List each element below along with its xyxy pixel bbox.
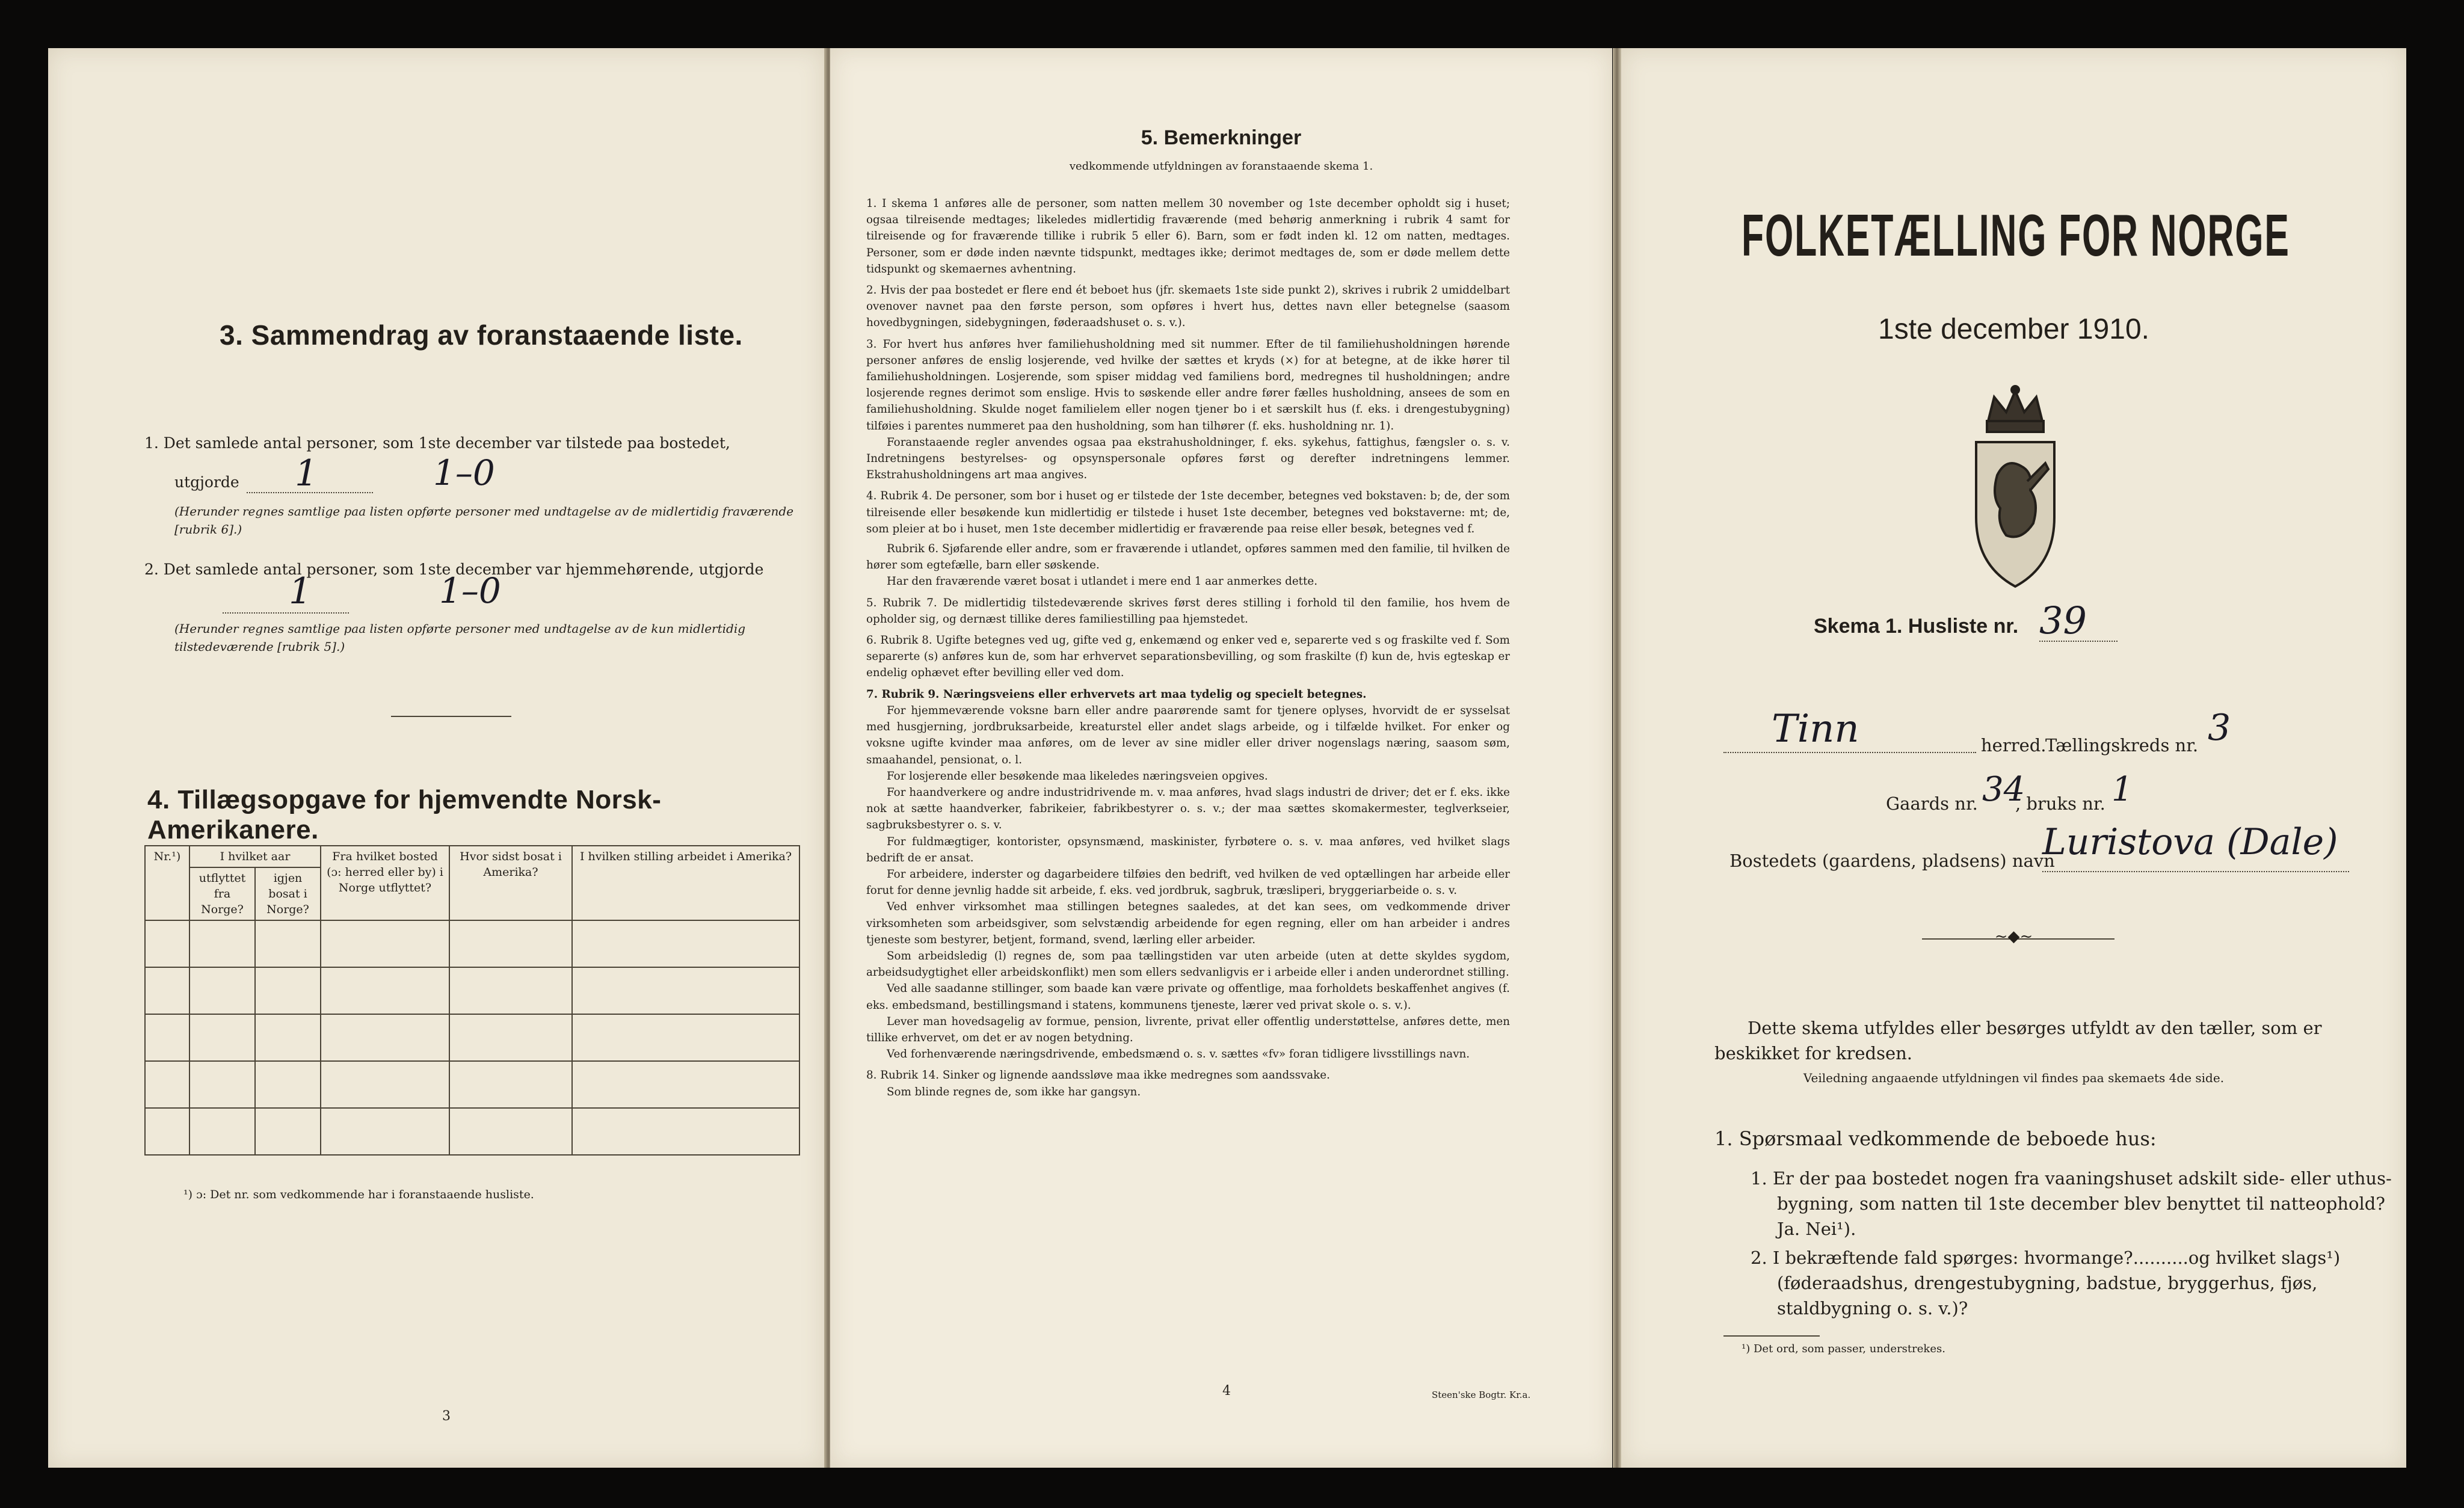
- remark-4c: Har den fraværende været bosat i utlandet i mere end 1 aar anmerkes dette.: [887, 575, 1318, 588]
- page-4: [830, 48, 1612, 1468]
- remark-7k: Ved forhenværende næringsdrivende, embedsmænd o. s. v. sættes «fv» foran tidligere livsstillings navn.: [887, 1048, 1470, 1061]
- remark-7i: Ved alle saadanne stillinger, som baade kan være private og offentlige, maa forholdets beskaffenhet angives (f. eks. embedsmand, bestillingsmand i statens, kommunens tjeneste, lærer ved privat skole o. s. v.).: [866, 982, 1510, 1012]
- remark-7h: Som arbeidsledig (l) regnes de, som paa tællingstiden var uten arbeide (uten at dette skyldes sygdom, arbeidsudygtighet eller arbeidskonflikt) men som ellers sedvanligvis er i arbeide eller i anden underordnet stilling.: [866, 949, 1510, 979]
- bruks-handwritten: 1: [2111, 770, 2133, 809]
- remark-8: 8. Rubrik 14. Sinker og lignende aandssløve maa ikke medregnes som aandssvake.: [866, 1069, 1330, 1082]
- remark-7e: For fuldmægtiger, kontorister, opsynsmænd, maskinister, fyrbøtere o. s. v. maa anføres, ved hvilket slags bedrift de er ansat.: [866, 835, 1510, 864]
- remark-7j: Lever man hovedsagelig av formue, pension, livrente, privat eller offentlig understøttelse, anføres dette, men tillike erhvervet, om det er av nogen betydning.: [866, 1015, 1510, 1044]
- printer-mark: Steen'ske Bogtr. Kr.a.: [1432, 1390, 1531, 1400]
- census-title: FOLKETÆLLING FOR NORGE: [1742, 202, 2290, 268]
- remark-7b: For hjemmeværende voksne barn eller andre paarørende samt for tjenere oplyses, hvorvidt de er sysselsat med husgjerning, jordbruksarbeide, kreaturstel eller andet slags arbeide, og i tilfælde hvilket. For enker og voksne ugifte kvinder maa anføres, om de lever av sine midler eller driver nogenslags næring, saasom søm, smaahandel, pensionat, o. l.: [866, 704, 1510, 766]
- remark-5: 5. Rubrik 7. De midlertidig tilstedeværende skrives først deres stilling i forhold til den familie, hos hvem de opholder sig, og dernæst tillike deres familiestilling paa hjemstedet.: [866, 596, 1510, 626]
- instruction-note: Veiledning angaaende utfyldningen vil findes paa skemaets 4de side.: [1803, 1071, 2225, 1085]
- remark-3: 3. For hvert hus anføres hver familiehusholdning med sit nummer. Efter de til familiehusholdningen hørende personer anføres de enslig losjerende, ved hvilke der sættes et kryds (×) for at betegne, at de ikke hører til familiehusholdningen. Losjerende, som spiser middag ved familiens bord, medregnes til husholdningen; andre losjerende regnes derimot som enslige. Hvis to søskende eller andre fører fælles husholdning, ansees de som en familiehusholdning. Skulde noget familielem eller nogen tjener bo i et særskilt hus (f. eks. i drengestubygning) tilføies i parentes nummeret paa den husholdning, som han tilhører (f. eks. husholdning nr. 1).: [866, 337, 1510, 432]
- section-3-title: 3. Sammendrag av foranstaaende liste.: [220, 319, 743, 351]
- gaards-label: Gaards nr.: [1886, 793, 1978, 814]
- divider: [391, 716, 511, 717]
- table-footnote: ¹) ɔ: Det nr. som vedkommende har i foranstaaende husliste.: [183, 1188, 534, 1201]
- footnote: ¹) Det ord, som passer, understrekes.: [1742, 1343, 1945, 1355]
- husliste-number-handwritten: 39: [2039, 599, 2087, 642]
- footnote-rule: [1723, 1335, 1820, 1337]
- questions-heading: 1. Spørsmaal vedkommende de beboede hus:: [1714, 1127, 2157, 1150]
- remarks-body: [866, 195, 1510, 1100]
- husliste-dotline: [2039, 641, 2118, 642]
- table-row: [145, 1014, 799, 1061]
- item-1-note: (Herunder regnes samtlige paa listen opførte personer med undtagelse av de midlertidig fraværende [rubrik 6].): [174, 504, 794, 537]
- table-row: [145, 920, 799, 967]
- page-3: [48, 48, 824, 1468]
- kreds-handwritten: 3: [2208, 707, 2231, 749]
- col-last-residence: Hvor sidst bosat i Amerika?: [449, 846, 572, 920]
- remark-2: 2. Hvis der paa bostedet er flere end ét beboet hus (jfr. skemaets 1ste side punkt 2), skrives i rubrik 2 umiddelbart ovenover navnet paa den første person, som opføres i hvert hus, dettes navn eller betegnelse (saasom hovedbygningen, sidebygningen, føderaadshuset o. s. v.).: [866, 284, 1510, 330]
- remark-7c: For losjerende eller besøkende maa likeledes næringsveien opgives.: [887, 769, 1268, 783]
- bemerkninger-title: 5. Bemerkninger: [1141, 126, 1302, 149]
- norsk-amerikanere-table: [144, 845, 800, 1156]
- herred-dotline: [1723, 752, 1976, 753]
- schema-label: Skema 1. Husliste nr.: [1814, 615, 2019, 638]
- kreds-label: Tællingskreds nr.: [2045, 735, 2199, 756]
- table-row: [145, 967, 799, 1014]
- instruction-text: Dette skema utfyldes eller besørges utfyldt av den tæller, som er beskikket for kredsen.: [1714, 1018, 2322, 1063]
- gaards-handwritten: 34: [1982, 770, 2025, 809]
- col-from-where: Fra hvilket bosted (ɔ: herred eller by) i Norge utflyttet?: [321, 846, 449, 920]
- census-date: 1ste december 1910.: [1878, 313, 2149, 345]
- col-nr: Nr.¹): [145, 846, 189, 920]
- remark-7g: Ved enhver virksomhet maa stillingen betegnes saaledes, at det kan sees, om vedkommende driver virksomheten som arbeidsgiver, som selvstændig arbeidende for egen regning, eller om han arbeider i andres tjeneste som bestyrer, betjent, formand, svend, lærling eller arbeider.: [866, 900, 1510, 946]
- bosted-dotline: [2042, 871, 2349, 872]
- norway-coat-of-arms-icon: [1964, 385, 2066, 589]
- question-1: 1. Er der paa bostedet nogen fra vaaningshuset adskilt side- eller uthus-bygning, som natten til 1ste december blev benyttet til natteophold? Ja. Nei¹).: [1751, 1168, 2392, 1239]
- col-emigrated: utflyttet fra Norge?: [189, 867, 255, 920]
- table-row: [145, 1061, 799, 1108]
- bosted-label: Bostedets (gaardens, pladsens) navn: [1729, 851, 2055, 871]
- remark-8b: Som blinde regnes de, som ikke har gangsyn.: [887, 1085, 1141, 1098]
- remark-6: 6. Rubrik 8. Ugifte betegnes ved ug, gifte ved g, enkemænd og enker ved e, separerte ved s og fraskilte ved f. Som separerte (s) anføres kun de, som har erhvervet separationsbevilling, og som fraskilte (f) kun de, hvis egteskap er endelig ophævet efter bevilling eller ved dom.: [866, 634, 1510, 680]
- remark-7d: For haandverkere og andre industridrivende m. v. maa anføres, hvad slags industri de driver; det er f. eks. ikke nok at sætte haandverker, fabrikeier, fabrikbestyrer o. s. v.; der maa sættes skomakermester, teglverkseier, sagbruksbestyrer o. s. v.: [866, 786, 1510, 832]
- front-page: [1621, 48, 2406, 1468]
- item-1-text: 1. Det samlede antal personer, som 1ste december var tilstede paa bostedet,: [144, 434, 730, 452]
- col-returned: igjen bosat i Norge?: [255, 867, 321, 920]
- item-2-handwritten-split: 1–0: [439, 570, 501, 611]
- remark-4b: Rubrik 6. Sjøfarende eller andre, som er fraværende i utlandet, opføres sammen med den familie, til hvilken de hører som egtefælle, barn eller søskende.: [866, 543, 1510, 572]
- remark-4: 4. Rubrik 4. De personer, som bor i huset og er tilstede der 1ste december, betegnes ved bokstaven: b; de, der som tilreisende eller besøkende kun midlertidig er tilstede i huset 1ste december, betegnes ved bokstaverne: mt; de, som pleier at bo i huset, men 1ste december midlertidig er fraværende paa reise eller besøk, betegnes ved f.: [866, 490, 1510, 535]
- bemerkninger-subtitle: vedkommende utfyldningen av foranstaaende skema 1.: [1069, 160, 1373, 173]
- col-occupation: I hvilken stilling arbeidet i Amerika?: [572, 846, 799, 920]
- page-number: 3: [442, 1409, 451, 1424]
- section-4-title: 4. Tillægsopgave for hjemvendte Norsk-Amerikanere.: [147, 785, 662, 845]
- remark-1: 1. I skema 1 anføres alle de personer, som natten mellem 30 november og 1ste december opholdt sig i huset; ogsaa tilreisende medtages; likeledes midlertidig fraværende (med behørig anmerkning i rubrik 4 samt for tilreisende og for fraværende tillike i rubrik 5 eller 6). Barn, som er født inden kl. 12 om natten, medtages. Personer, som er døde inden nævnte tidspunkt, medtages ikke; derimot medtages de, som er døde mellem dette tidspunkt og skemaernes avhentning.: [866, 197, 1510, 275]
- item-1-label: utgjorde: [174, 473, 239, 491]
- bruks-label: , bruks nr.: [2015, 793, 2105, 814]
- col-year-group: I hvilket aar: [189, 846, 321, 867]
- item-2-dotline: [223, 612, 349, 614]
- remark-7f: For arbeidere, inderster og dagarbeidere tilføies den bedrift, ved hvilken de ved optællingen har arbeide eller forut for denne jevnlig hadde sit arbeide, f. eks. ved jordbruk, sagbruk, træsliperi, bryggeriarbeide o. s. v.: [866, 867, 1510, 897]
- question-2: 2. I bekræftende fald spørges: hvormange?..........og hvilket slags¹) (føderaadshus, drengestubygning, badstue, bryggerhus, fjøs, staldbygning o. s. v.)?: [1751, 1248, 2341, 1319]
- table-row: [145, 1108, 799, 1155]
- remark-3b: Foranstaaende regler anvendes ogsaa paa ekstrahusholdninger, f. eks. sykehus, fattighus, fængsler o. s. v. Indretningens bestyrelses- og opsynspersonale opføres først og derefter indretningens lemmer. Ekstrahusholdningens art maa angives.: [866, 435, 1510, 482]
- bosted-handwritten: Luristova (Dale): [2042, 821, 2338, 863]
- remark-7: 7. Rubrik 9. Næringsveiens eller erhvervets art maa tydelig og specielt betegnes.: [866, 688, 1367, 701]
- item-2-text: 2. Det samlede antal personer, som 1ste december var hjemmehørende, utgjorde: [144, 561, 764, 578]
- page-fold: [1613, 48, 1621, 1468]
- item-2-note: (Herunder regnes samtlige paa listen opførte personer med undtagelse av de kun midlertidig tilstedeværende [rubrik 5].): [174, 621, 746, 654]
- item-1-handwritten-split: 1–0: [433, 452, 495, 493]
- herred-label: herred.: [1981, 735, 2047, 756]
- item-2-handwritten-count: 1: [289, 570, 312, 612]
- item-1-handwritten-count: 1: [295, 452, 318, 494]
- herred-handwritten: Tinn: [1772, 707, 1859, 751]
- ornament: ~◆~: [1994, 928, 2033, 946]
- page-number: 4: [1222, 1383, 1231, 1399]
